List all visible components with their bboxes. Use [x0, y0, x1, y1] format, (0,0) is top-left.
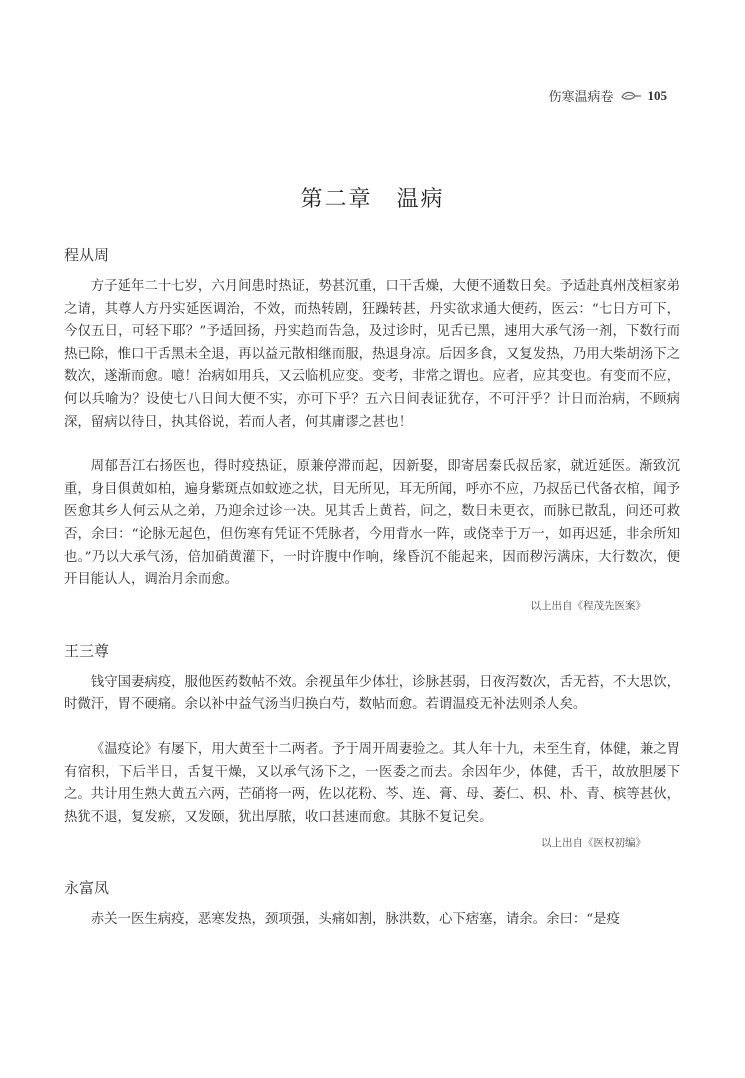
author-heading: 王三尊 [64, 641, 110, 660]
source-citation: 以上出自《医权初编》 [541, 837, 646, 850]
section-title: 伤寒温病卷 [548, 90, 614, 105]
paragraph: 钱守国妻病疫，服他医药数帖不效。余视虽年少体壮，诊脉甚弱，日夜泻数次，舌无苔，不大思饮，时微汗，胃不硬痛。余以补中益气汤当归换白芍，数帖而愈。若谓温疫无补法则杀人矣。 [64, 674, 680, 713]
author-heading: 程从周 [64, 246, 110, 264]
running-header [548, 86, 667, 105]
source-citation: 以上出自《程茂先医案》 [530, 599, 646, 612]
paragraph: 赤关一医生病疫，恶寒发热，颈项强，头痛如割，脉洪数，心下痞塞，请余。余曰：“是疫 [90, 912, 620, 928]
leaf-ornament-icon [620, 90, 642, 102]
paragraph: 周郁吾江右扬医也，得时疫热证，原兼停滞而起，因新娶，即寄居秦氏叔岳家，就近延医。渐致沉重，身目俱黄如柏，遍身紫斑点如蚊迹之状，目无所见，耳无所闻，呼亦不应，乃叔岳已代备衣棺，闻予医愈其乡人何云从之弟，乃迎余过诊一决。见其舌上黄苔，问之，数日未更衣，而脉已散乱，问还可救否，余曰：“论脉无起色，但伤寒有凭证不凭脉者，今用背水一阵，或侥幸于万一，如再迟延，非余所知也。”乃以大承气汤，倍加硝黄灌下，一时许腹中作响，缘昏沉不能起来，因而秽污满床，大行数次，便开目能认人，调治月余而愈。 [64, 459, 680, 588]
document-body [64, 244, 680, 932]
chapter-title: 第二章 温病 [300, 187, 445, 212]
paragraph: 方子延年二十七岁，六月间患时热证，势甚沉重，口干舌燥，大便不通数日矣。予适赴真州茂桓家弟之请，其尊人方丹实延医调治，不效，而热转剧，狂躁转甚，丹实欲求通大便药，医云：“七日方可下，今仅五日，可轻下耶？”予适回扬，丹实趋而告急，及过诊时，见舌已黑，速用大承气汤一剂，下数行而热已除，惟口干舌黑未全退，再以益元散相继而服，热退身凉。后因多食，又复发热，乃用大柴胡汤下之数次，遂渐而愈。噫！治病如用兵，又云临机应变。变考，非常之谓也。应者，应其变也。有变而不应，何以兵喻为？设使七八日间大便不实，亦可下乎？五六日间表证犹存，不可汗乎？计日而治病，不顾病深，留病以待日，执其俗说，若而人者，何其庸谬之甚也！ [64, 279, 680, 430]
author-heading: 永富凤 [64, 879, 110, 898]
page-number: 105 [647, 87, 667, 103]
paragraph: 《温疫论》有屡下，用大黄至十二两者。予于周开周妻验之。其人年十九，未至生育，体健，兼之胃有宿积，下后半日，舌复干燥，又以承气汤下之，一医委之而去。余因年少，体健，舌干，故放胆屡下之。共计用生熟大黄五六两，芒硝将一两，佐以花粉、芩、连、膏、母、萎仁、枳、朴、青、槟等甚伙，热犹不退，复发瘀，又发颐，犹出厚脓，收口甚速而愈。其脉不复记矣。 [64, 741, 680, 825]
